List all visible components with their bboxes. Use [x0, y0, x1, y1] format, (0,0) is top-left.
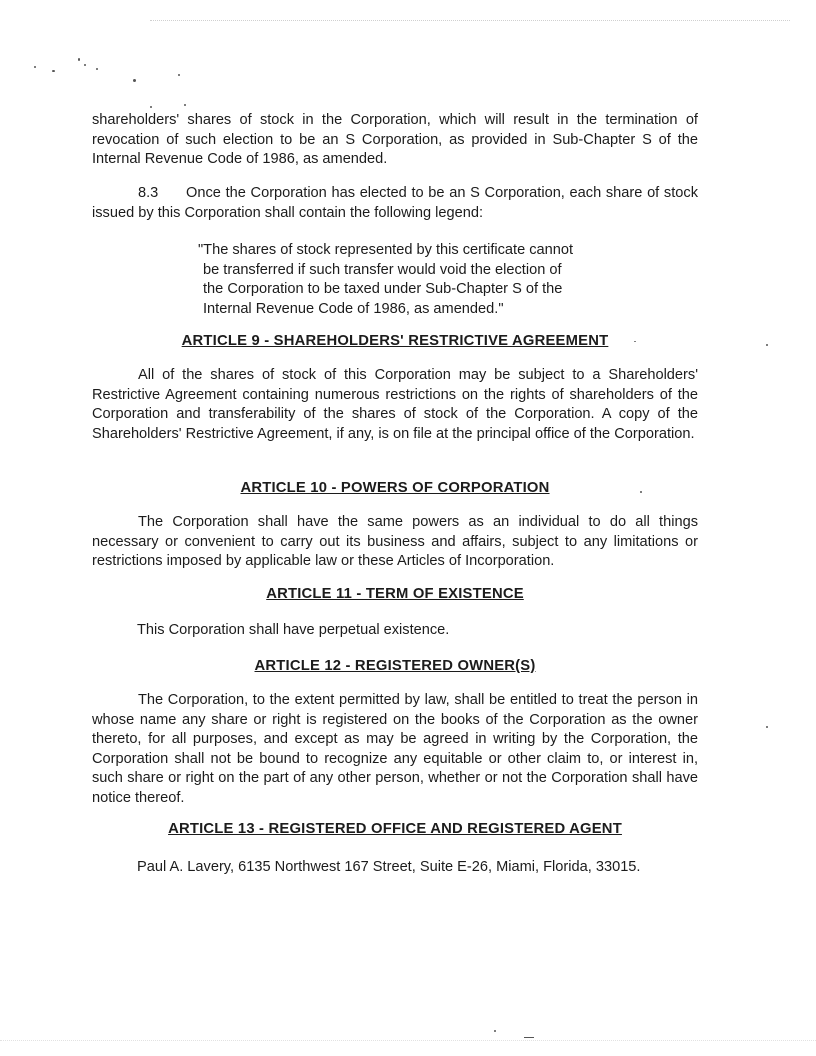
legend-line: the Corporation to be taxed under Sub-Chapter S of the [203, 281, 563, 297]
article-12-paragraph: The Corporation, to the extent permitted by law, shall be entitled to treat the person in whose name any share or right is registered on the books of the Corporation as the owner thereto, for all purposes, and except as may be agreed in writing by the Corporation, the Corporation shall not be bound to recognize any equitable or other claim to, or interest in, such share or right on the part of any other person, whether or not the Corporation shall have notice thereof. [92, 692, 698, 806]
section-8-3-text: Once the Corporation has elected to be an S Corporation, each share of stock issued by this Corporation shall contain the following legend: [92, 185, 698, 221]
section-8-3-paragraph [92, 184, 698, 223]
stock-legend-quote [198, 241, 618, 319]
scan-artifact-bottom [0, 1040, 816, 1042]
legend-line: Internal Revenue Code of 1986, as amended." [203, 300, 504, 317]
article-9-paragraph: All of the shares of stock of this Corporation may be subject to a Shareholders' Restrictive Agreement containing numerous restrictions on the rights of shareholders of the Corporation and transferability of the shares of stock of the Corporation. A copy of the Shareholders' Restrictive Agreement, if any, is on file at the principal office of the Corporation. [92, 367, 698, 442]
article-10-paragraph: The Corporation shall have the same powers as an individual to do all things necessary or convenient to carry out its business and affairs, subject to any limitations or restrictions imposed by applicable law or these Articles of Incorporation. [92, 514, 698, 569]
section-number: 8.3 [138, 185, 159, 201]
legend-line: be transferred if such transfer would void the election of [203, 261, 562, 278]
article-11-heading: ARTICLE 11 - TERM OF EXISTENCE [266, 586, 524, 602]
continuation-paragraph: shareholders' shares of stock in the Corporation, which will result in the termination of revocation of such election to be an S Corporation, as provided in Sub-Chapter S of the Internal Revenue Code of 1986, as amended. [92, 112, 698, 167]
article-9-heading: ARTICLE 9 - SHAREHOLDERS' RESTRICTIVE AGREEMENT [181, 333, 609, 349]
article-10-heading: ARTICLE 10 - POWERS OF CORPORATION [240, 480, 550, 496]
registered-agent-address: Paul A. Lavery, 6135 Northwest 167 Street, Suite E-26, Miami, Florida, 33015. [137, 859, 641, 875]
article-12-heading: ARTICLE 12 - REGISTERED OWNER(S) [254, 658, 536, 674]
scan-artifact-top [150, 20, 790, 22]
article-11-paragraph: This Corporation shall have perpetual existence. [137, 622, 450, 638]
article-13-heading: ARTICLE 13 - REGISTERED OFFICE AND REGISTERED AGENT [168, 821, 622, 837]
legend-line: "The shares of stock represented by this certificate cannot [198, 242, 574, 258]
